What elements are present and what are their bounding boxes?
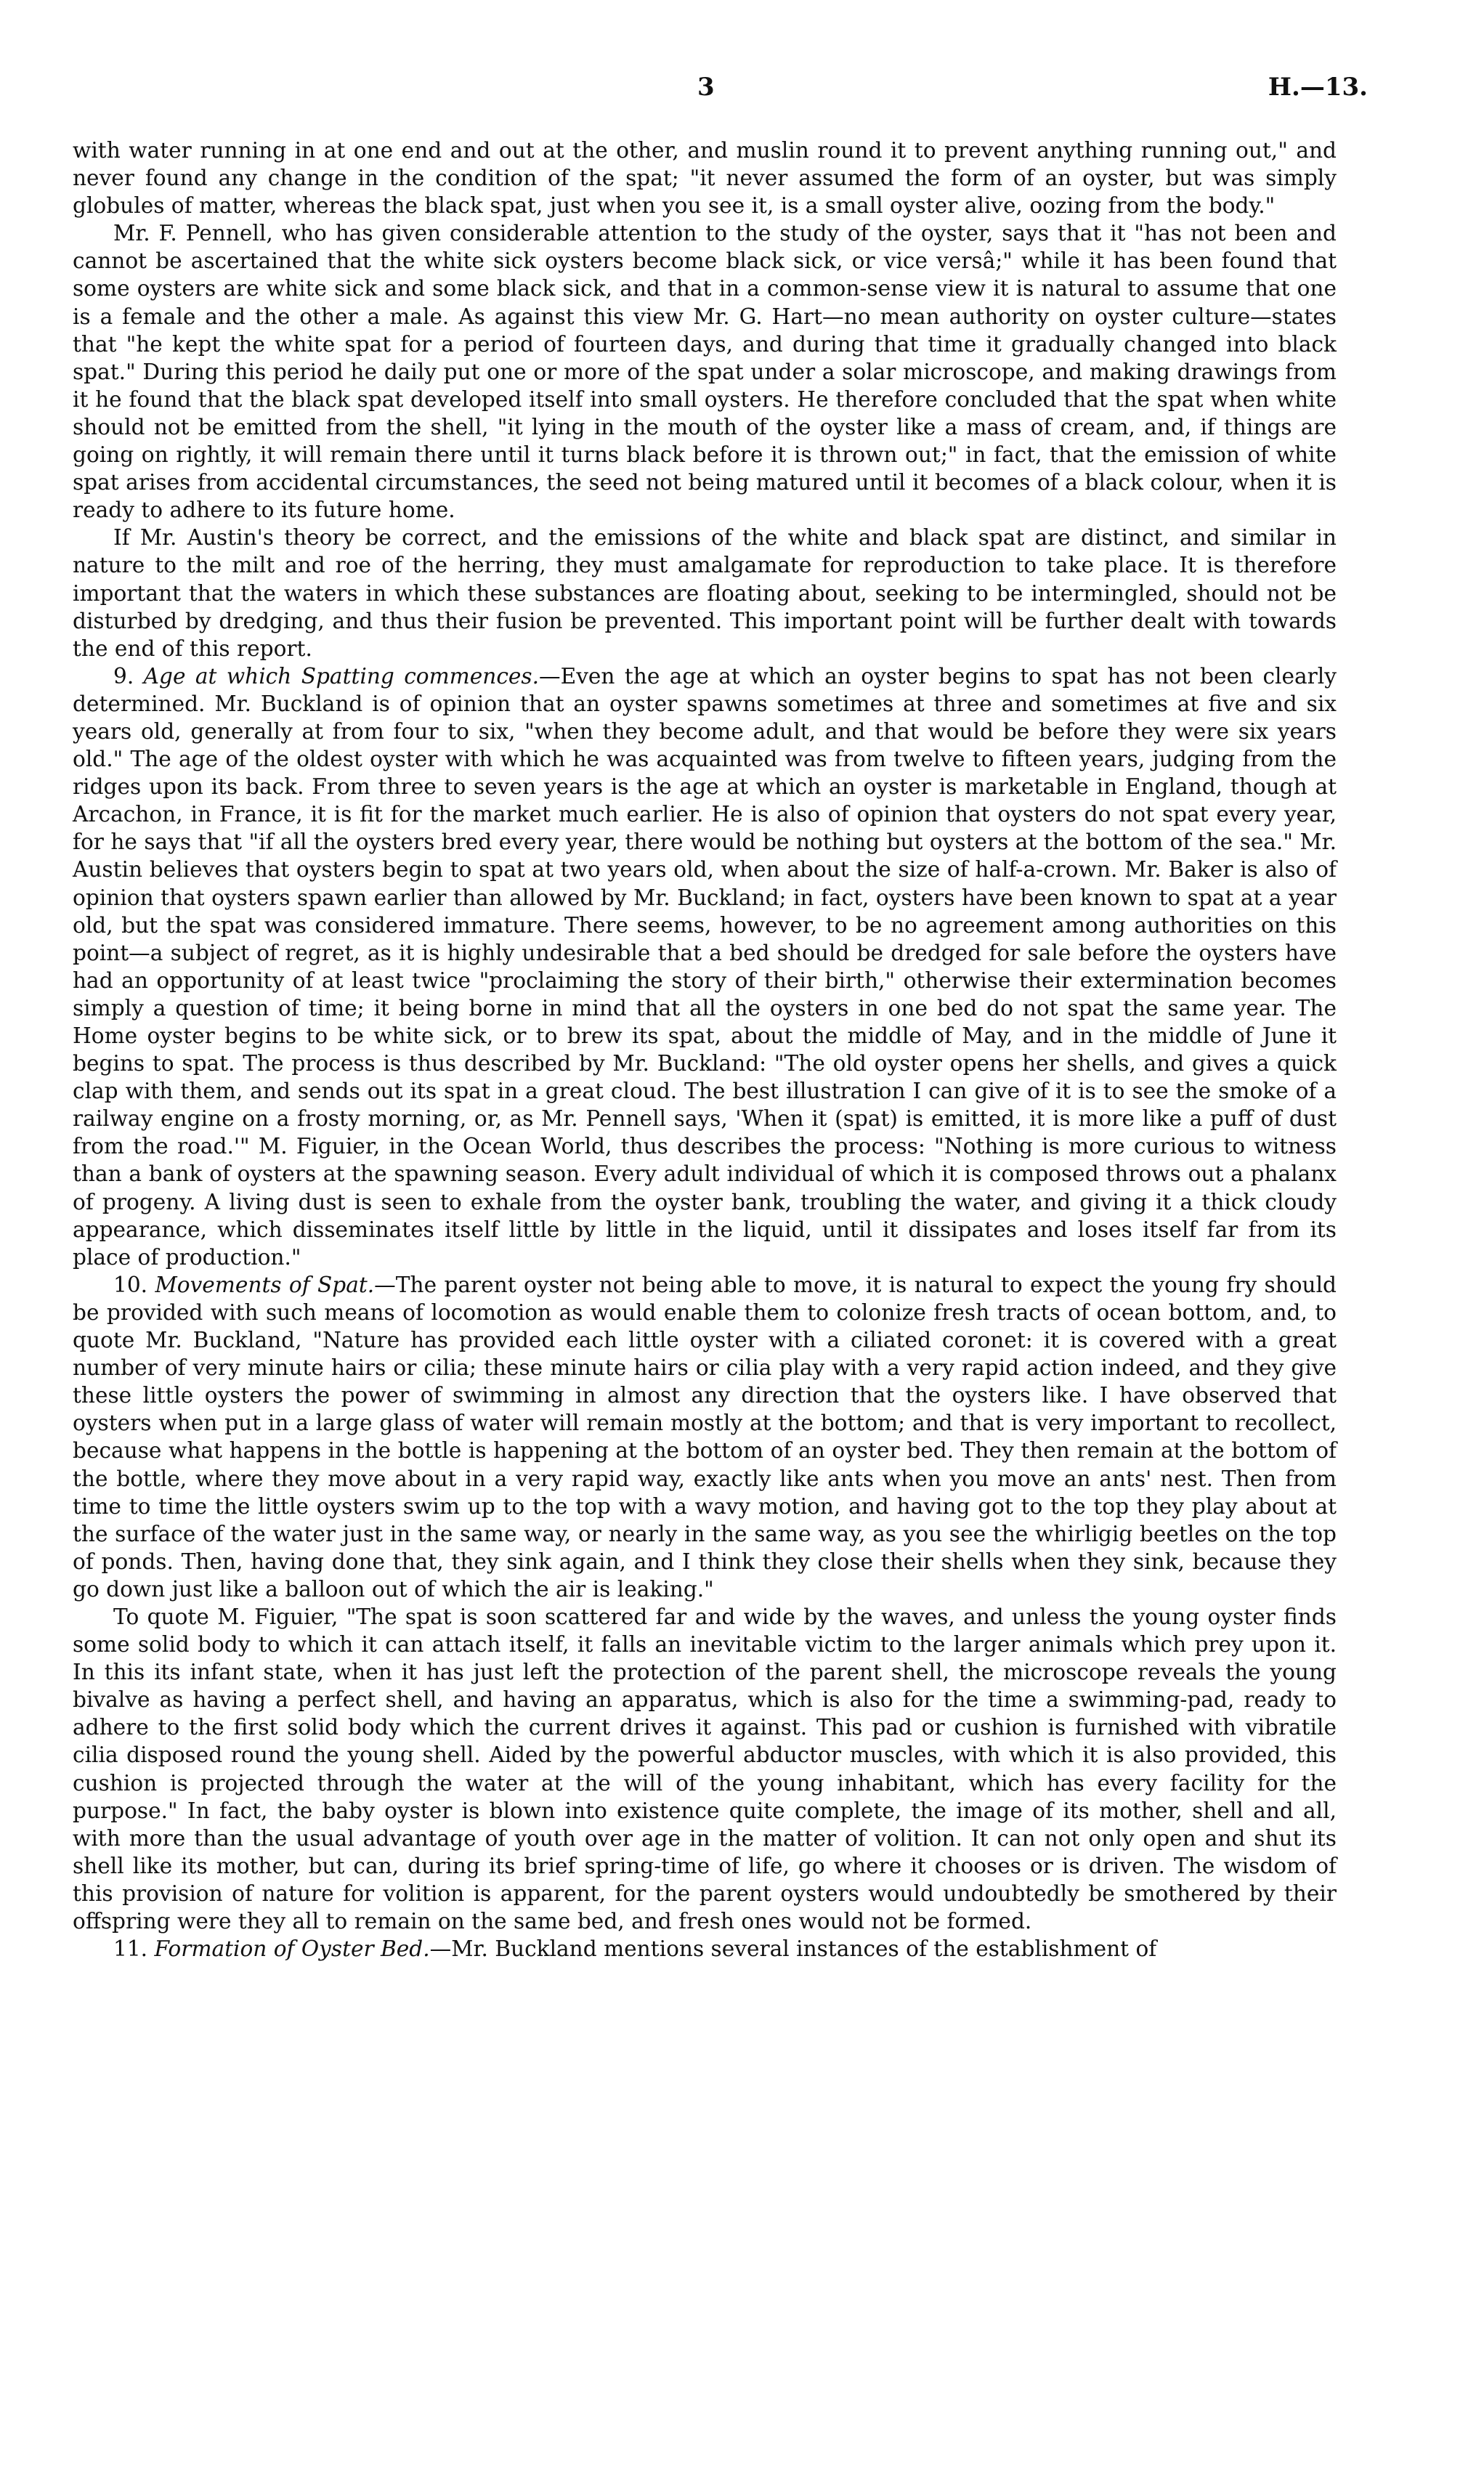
section-number: 11.	[113, 1936, 148, 1962]
page-header	[0, 73, 1484, 109]
section-heading: Formation of Oyster Bed.	[154, 1936, 430, 1962]
body-text	[73, 137, 1337, 1963]
paragraph-text: To quote M. Figuier, "The spat is soon scattered far and wide by the waves, and unless the young oyster finds some solid body to which it can attach itself, it falls an inevitable victim to the larger animals which prey upon it. In this its infant state, when it has just left the protection of the parent shell, the microscope reveals the young bivalve as having a perfect shell, and having an apparatus, which is also for the time a swimming-pad, ready to adhere to the first solid body which the current drives it against. This pad or cushion is furnished with vibratile cilia disposed round the young shell. Aided by the powerful abductor muscles, with which it is also provided, this cushion is projected through the water at the will of the young inhabitant, which has every facility for the purpose." In fact, the baby oyster is blown into existence quite complete, the image of its mother, shell and all, with more than the usual advantage of youth over age in the matter of volition. It can not only open and shut its shell like its mother, but can, during its brief spring-time of life, go where it chooses or is driven. The wisdom of this provision of nature for volition is apparent, for the parent oysters would undoubtedly be smothered by their offspring were they all to remain on the same bed, and fresh ones would not be formed.	[73, 1604, 1337, 1934]
paragraph-austin-theory	[73, 524, 1337, 662]
paragraph-continuation	[73, 137, 1337, 219]
paragraph-text: Mr. F. Pennell, who has given considerable attention to the study of the oyster, says that it "has not been and cannot be ascertained that the white sick oysters become black sick, or vice versâ;" while it has been found that some oysters are white sick and some black sick, and that in a common-sense view it is natural to assume that one is a female and the other a male. As against this view Mr. G. Hart—no mean authority on oyster culture—states that "he kept the white spat for a period of fourteen days, and during that time it gradually changed into black spat." During this period he daily put one or more of the spat under a solar microscope, and making drawings from it he found that the black spat developed itself into small oysters. He therefore concluded that the spat when white should not be emitted from the shell, "it lying in the mouth of the oyster like a mass of cream, and, if things are going on rightly, it will remain there until it turns black before it is thrown out;" in fact, that the emission of white spat arises from accidental circumstances, the seed not being matured until it becomes of a black colour, when it is ready to adhere to its future home.	[73, 221, 1337, 523]
section-heading: Movements of Spat.	[155, 1272, 375, 1297]
paragraph-text: —Mr. Buckland mentions several instances of the establishment of	[429, 1936, 1157, 1962]
section-number: 9.	[113, 663, 134, 689]
section-9-age-spatting	[73, 662, 1337, 1271]
paragraph-text: —The parent oyster not being able to move, it is natural to expect the young fry should be provided with such means of locomotion as would enable them to colonize fresh tracts of ocean bottom, and, to quote Mr. Buckland, "Nature has provided each little oyster with a ciliated coronet: it is covered with a great number of very minute hairs or cilia; these minute hairs or cilia play with a very rapid action indeed, and they give these little oysters the power of swimming in almost any direction that the oysters like. I have observed that oysters when put in a large glass of water will remain mostly at the bottom; and that is very important to recollect, because what happens in the bottle is happening at the bottom of an oyster bed. They then remain at the bottom of the bottle, where they move about in a very rapid way, exactly like ants when you move an ants' nest. Then from time to time the little oysters swim up to the top with a wavy motion, and having got to the top they play about at the surface of the water just in the same way, or nearly in the same way, as you see the whirligig beetles on the top of ponds. Then, having done that, they sink again, and I think they close their shells when they sink, because they go down just like a balloon out of which the air is leaking."	[73, 1272, 1337, 1602]
section-number: 10.	[113, 1272, 148, 1297]
page-number: 3	[697, 73, 715, 102]
paragraph-text: —Even the age at which an oyster begins to spat has not been clearly determined. Mr. Buckland is of opinion that an oyster spawns sometimes at three and sometimes at five and six years old, generally at from four to six, "when they become adult, and that would be before they were six years old." The age of the oldest oyster with which he was acquainted was from twelve to fifteen years, judging from the ridges upon its back. From three to seven years is the age at which an oyster is marketable in England, though at Arcachon, in France, it is fit for the market much earlier. He is also of opinion that oysters do not spat every year, for he says that "if all the oysters bred every year, there would be nothing but oysters at the bottom of the sea." Mr. Austin believes that oysters begin to spat at two years old, when about the size of half-a-crown. Mr. Baker is also of opinion that oysters spawn earlier than allowed by Mr. Buckland; in fact, oysters have been known to spat at a year old, but the spat was considered immature. There seems, however, to be no agreement among authorities on this point—a subject of regret, as it is highly undesirable that a bed should be dredged for sale before the oysters have had an opportunity of at least twice "proclaiming the story of their birth," otherwise their extermination becomes simply a question of time; it being borne in mind that all the oysters in one bed do not spat the same year. The Home oyster begins to be white sick, or to brew its spat, about the middle of May, and in the middle of June it begins to spat. The process is thus described by Mr. Buckland: "The old oyster opens her shells, and gives a quick clap with them, and sends out its spat in a great cloud. The best illustration I can give of it is to see the smoke of a railway engine on a frosty morning, or, as Mr. Pennell says, 'When it (spat) is emitted, it is more like a puff of dust from the road.'" M. Figuier, in the Ocean World, thus describes the process: "Nothing is more curious to witness than a bank of oysters at the spawning season. Every adult individual of which it is composed throws out a phalanx of progeny. A living dust is seen to exhale from the oyster bank, troubling the water, and giving it a thick cloudy appearance, which disseminates itself little by little in the liquid, until it dissipates and loses itself far from its place of production."	[73, 663, 1337, 1270]
paragraph-text: with water running in at one end and out at the other, and muslin round it to prevent anything running out," and never found any change in the condition of the spat; "it never assumed the form of an oyster, but was simply globules of matter, whereas the black spat, just when you see it, is a small oyster alive, oozing from the body."	[73, 138, 1337, 219]
paragraph-figuier-quote	[73, 1603, 1337, 1935]
paragraph-text: If Mr. Austin's theory be correct, and the emissions of the white and black spat are distinct, and similar in nature to the milt and roe of the herring, they must amalgamate for reproduction to take place. It is therefore important that the waters in which these substances are floating about, seeking to be intermingled, should not be disturbed by dredging, and thus their fusion be prevented. This important point will be further dealt with towards the end of this report.	[73, 525, 1337, 661]
section-11-oyster-bed	[73, 1935, 1337, 1963]
document-reference: H.—13.	[1268, 73, 1368, 102]
section-heading: Age at which Spatting commences.	[143, 663, 539, 689]
paragraph-pennell	[73, 219, 1337, 524]
section-10-movements-spat	[73, 1271, 1337, 1603]
